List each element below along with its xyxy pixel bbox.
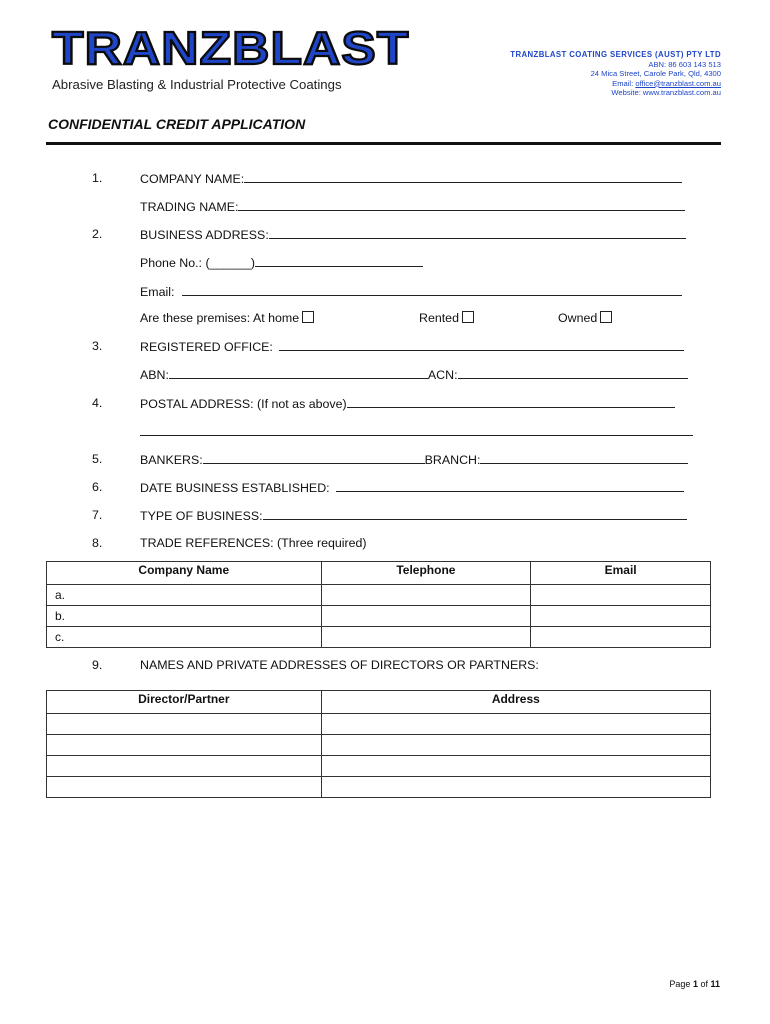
company-name: TRANZBLAST COATING SERVICES (AUST) PTY LTD bbox=[510, 50, 721, 59]
date-established-label: DATE BUSINESS ESTABLISHED: bbox=[140, 481, 330, 495]
table-row bbox=[47, 777, 711, 798]
director-cell[interactable] bbox=[47, 735, 322, 756]
table-row bbox=[47, 585, 711, 606]
registered-office-field[interactable] bbox=[279, 339, 684, 351]
page-total: 11 bbox=[710, 979, 720, 989]
trading-name-field[interactable] bbox=[238, 199, 685, 211]
item-number: 7. bbox=[92, 508, 103, 522]
type-of-business-label: TYPE OF BUSINESS: bbox=[140, 509, 263, 523]
trade-references-table bbox=[46, 561, 711, 648]
registered-office-row bbox=[140, 339, 684, 354]
page-title: CONFIDENTIAL CREDIT APPLICATION bbox=[48, 116, 306, 132]
business-address-row bbox=[140, 227, 686, 242]
branch-label: BRANCH: bbox=[424, 453, 481, 467]
item-number: 9. bbox=[92, 658, 103, 672]
directors-table bbox=[46, 690, 711, 798]
item-number: 4. bbox=[92, 396, 103, 410]
business-address-field[interactable] bbox=[269, 227, 686, 239]
address-cell[interactable] bbox=[321, 714, 710, 735]
item-number: 2. bbox=[92, 227, 103, 241]
acn-field[interactable] bbox=[458, 367, 688, 379]
table-row bbox=[47, 627, 711, 648]
page-current: 1 bbox=[692, 979, 698, 989]
company-info bbox=[510, 50, 721, 98]
postal-address-field[interactable] bbox=[347, 396, 675, 408]
trading-name-row bbox=[140, 199, 685, 214]
col-header-email: Email bbox=[531, 562, 711, 585]
row-label[interactable]: c. bbox=[47, 627, 322, 648]
email-row bbox=[140, 284, 682, 299]
date-established-field[interactable] bbox=[336, 480, 684, 492]
email-label: Email: bbox=[612, 78, 636, 88]
col-header-telephone: Telephone bbox=[321, 562, 531, 585]
item-number: 8. bbox=[92, 536, 103, 550]
page-prefix: Page bbox=[669, 979, 693, 989]
company-abn: ABN: 86 603 143 513 bbox=[648, 59, 721, 69]
postal-address-label: POSTAL ADDRESS: (If not as above) bbox=[140, 397, 347, 411]
table-row bbox=[47, 735, 711, 756]
row-label[interactable]: b. bbox=[47, 606, 322, 627]
rented-checkbox[interactable] bbox=[462, 311, 474, 323]
at-home-checkbox[interactable] bbox=[302, 311, 314, 323]
item-number: 6. bbox=[92, 480, 103, 494]
address-cell[interactable] bbox=[321, 777, 710, 798]
premises-row bbox=[140, 311, 314, 325]
postal-address-field-2[interactable] bbox=[140, 424, 693, 436]
email-cell[interactable] bbox=[531, 606, 711, 627]
email-field[interactable] bbox=[182, 284, 682, 296]
owned-label: Owned bbox=[558, 311, 598, 325]
date-established-row bbox=[140, 480, 684, 495]
table-header-row bbox=[47, 562, 711, 585]
item-number: 5. bbox=[92, 452, 103, 466]
phone-field[interactable] bbox=[255, 255, 423, 267]
premises-label: Are these premises: At home bbox=[140, 311, 300, 325]
company-email bbox=[510, 79, 721, 89]
director-cell[interactable] bbox=[47, 756, 322, 777]
bankers-label: BANKERS: bbox=[140, 453, 203, 467]
abn-acn-row bbox=[140, 367, 688, 382]
postal-address-row bbox=[140, 396, 675, 411]
title-divider bbox=[46, 142, 721, 145]
company-website: Website: www.tranzblast.com.au bbox=[611, 88, 721, 97]
abn-label: ABN: bbox=[140, 368, 169, 382]
address-cell[interactable] bbox=[321, 735, 710, 756]
acn-label: ACN: bbox=[427, 368, 458, 382]
col-header-director: Director/Partner bbox=[47, 691, 322, 714]
table-row bbox=[47, 714, 711, 735]
col-header-company-name: Company Name bbox=[47, 562, 322, 585]
postal-address-line-2 bbox=[140, 424, 693, 439]
page-number bbox=[669, 979, 720, 989]
company-address: 24 Mica Street, Carole Park, Qld, 4300 bbox=[590, 69, 721, 78]
email-cell[interactable] bbox=[531, 585, 711, 606]
owned-option bbox=[558, 311, 612, 325]
director-cell[interactable] bbox=[47, 777, 322, 798]
business-address-label: BUSINESS ADDRESS: bbox=[140, 228, 269, 242]
table-row bbox=[47, 756, 711, 777]
email-cell[interactable] bbox=[531, 627, 711, 648]
abn-field[interactable] bbox=[169, 367, 428, 379]
registered-office-label: REGISTERED OFFICE: bbox=[140, 340, 273, 354]
item-number: 1. bbox=[92, 171, 103, 185]
branch-field[interactable] bbox=[480, 452, 688, 464]
company-name-row bbox=[140, 171, 682, 186]
bankers-field[interactable] bbox=[203, 452, 425, 464]
table-row bbox=[47, 606, 711, 627]
tranzblast-logo bbox=[52, 22, 410, 94]
phone-row bbox=[140, 255, 423, 270]
phone-label: Phone No.: (______) bbox=[140, 256, 256, 270]
table-header-row bbox=[47, 691, 711, 714]
director-cell[interactable] bbox=[47, 714, 322, 735]
owned-checkbox[interactable] bbox=[600, 311, 612, 323]
trade-references-heading: TRADE REFERENCES: (Three required) bbox=[140, 536, 367, 550]
rented-option bbox=[419, 311, 474, 325]
rented-label: Rented bbox=[419, 311, 459, 325]
item-number: 3. bbox=[92, 339, 103, 353]
address-cell[interactable] bbox=[321, 756, 710, 777]
bankers-row bbox=[140, 452, 688, 467]
logo-subtitle: Abrasive Blasting & Industrial Protective Coatings bbox=[52, 77, 342, 92]
logo-wordmark: TRANZBLAST bbox=[52, 22, 410, 74]
col-header-address: Address bbox=[321, 691, 710, 714]
type-of-business-row bbox=[140, 508, 687, 523]
email-link[interactable]: office@tranzblast.com.au bbox=[635, 78, 721, 88]
trading-name-label: TRADING NAME: bbox=[140, 200, 239, 214]
telephone-cell[interactable] bbox=[321, 606, 531, 627]
telephone-cell[interactable] bbox=[321, 627, 531, 648]
directors-heading: NAMES AND PRIVATE ADDRESSES OF DIRECTORS OR PARTNERS: bbox=[140, 658, 539, 672]
row-label[interactable]: a. bbox=[47, 585, 322, 606]
company-name-label: COMPANY NAME: bbox=[140, 172, 245, 186]
telephone-cell[interactable] bbox=[321, 585, 531, 606]
page-of: of bbox=[697, 979, 711, 989]
type-of-business-field[interactable] bbox=[263, 508, 687, 520]
email-label: Email: bbox=[140, 285, 175, 299]
company-name-field[interactable] bbox=[244, 171, 682, 183]
